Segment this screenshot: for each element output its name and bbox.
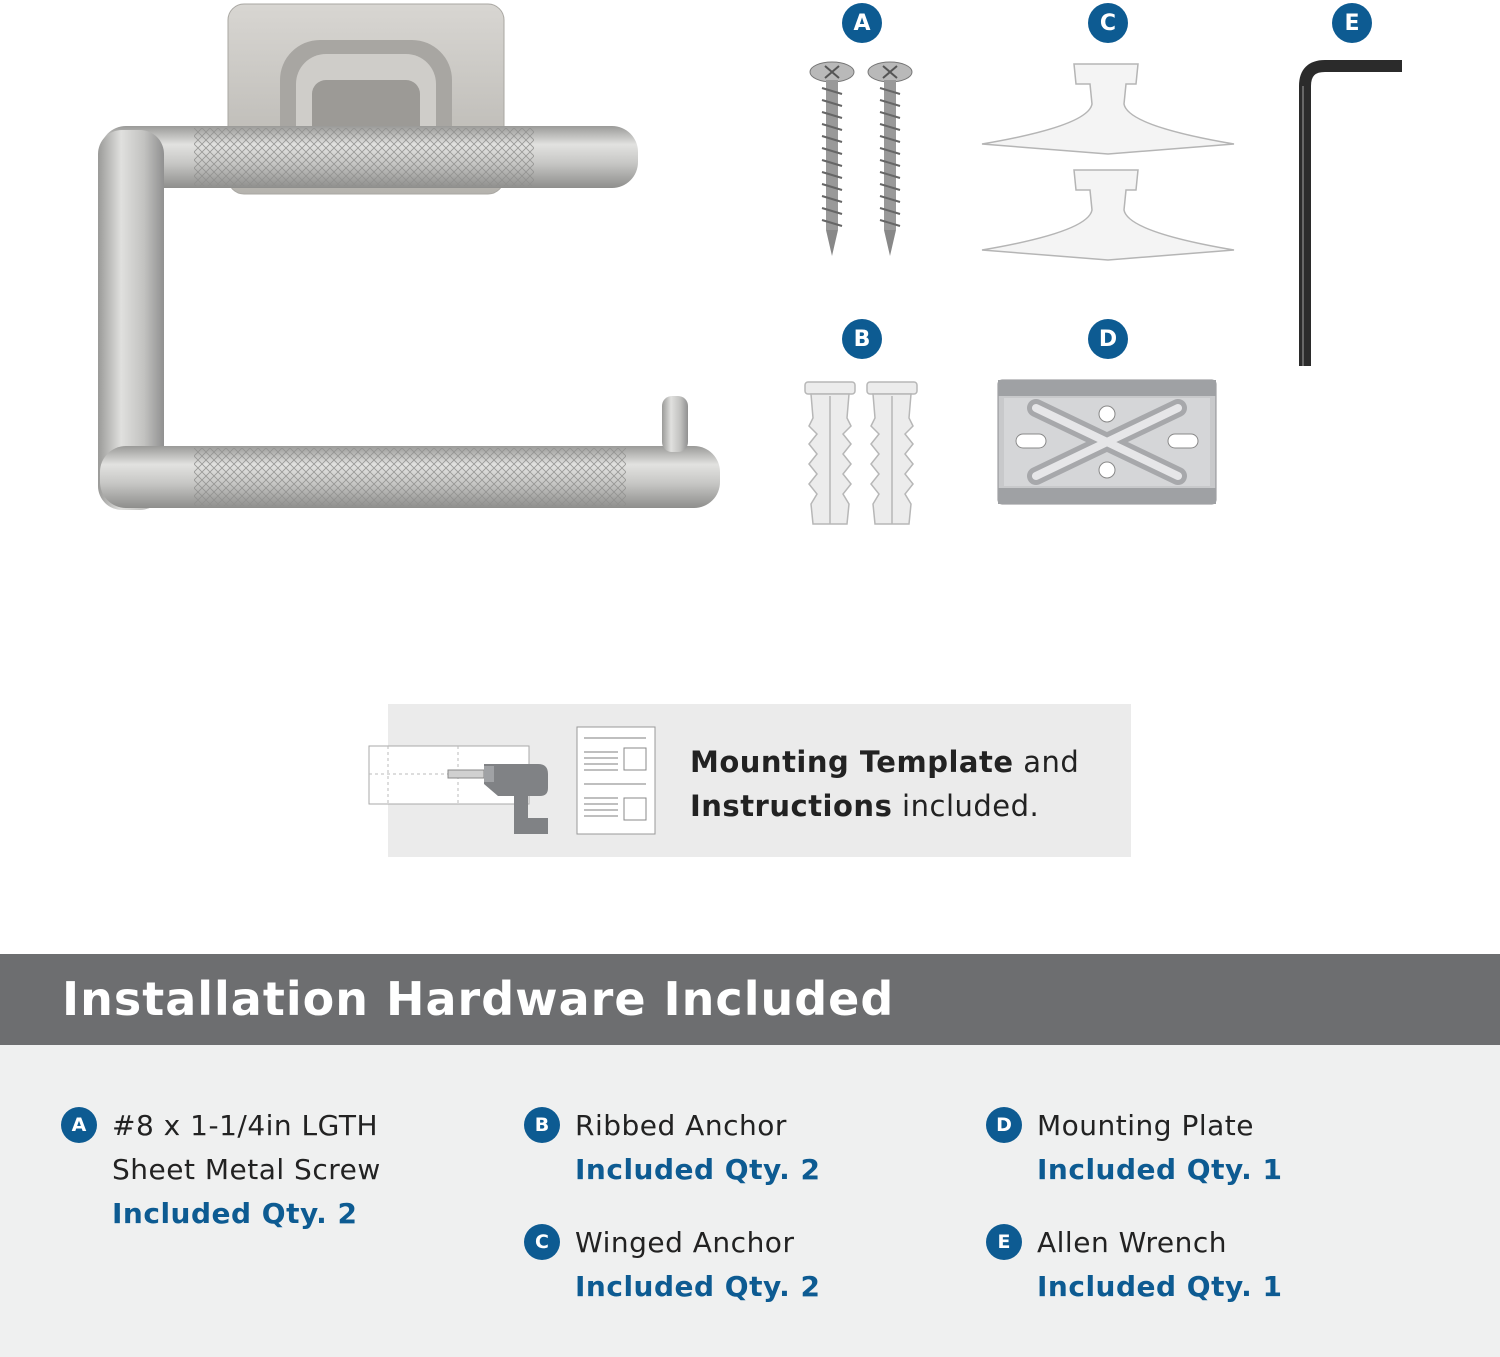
item-e-qty: Included Qty. 1 [1037,1270,1283,1303]
template-bold-1: Mounting Template [690,745,1014,779]
item-e [1037,1221,1283,1309]
mounting-plate-icon [996,378,1218,508]
winged-anchor-icon [978,60,1238,265]
screw-icon [805,58,920,263]
allen-wrench-icon [1292,56,1407,371]
template-bold-2: Instructions [690,789,893,823]
template-text [690,740,1120,828]
item-a [112,1104,381,1236]
template-rest-2: included. [892,789,1040,823]
item-a-qty: Included Qty. 2 [112,1197,358,1230]
section-title: Installation Hardware Included [62,972,895,1026]
item-c-qty: Included Qty. 2 [575,1270,821,1303]
item-d-name: Mounting Plate [1037,1109,1254,1142]
item-c-badge: C [524,1224,560,1260]
item-b-badge: B [524,1107,560,1143]
badge-a: A [842,3,882,43]
item-d [1037,1104,1283,1192]
drill-icon [368,744,553,838]
badge-b: B [842,319,882,359]
item-b [575,1104,821,1192]
item-c-name: Winged Anchor [575,1226,795,1259]
item-a-name-1: #8 x 1-1/4in LGTH [112,1109,379,1142]
item-a-badge: A [61,1107,97,1143]
item-c [575,1221,821,1309]
template-rest-1: and [1013,745,1080,779]
item-d-badge: D [986,1107,1022,1143]
instructions-sheet-icon [576,726,657,836]
item-b-name: Ribbed Anchor [575,1109,787,1142]
ribbed-anchor-icon [803,378,921,530]
badge-e: E [1332,3,1372,43]
item-a-name-2: Sheet Metal Screw [112,1153,381,1186]
badge-c: C [1088,3,1128,43]
item-e-badge: E [986,1224,1022,1260]
badge-d: D [1088,319,1128,359]
item-e-name: Allen Wrench [1037,1226,1228,1259]
item-b-qty: Included Qty. 2 [575,1153,821,1186]
item-d-qty: Included Qty. 1 [1037,1153,1283,1186]
toilet-paper-holder-icon [90,0,730,520]
